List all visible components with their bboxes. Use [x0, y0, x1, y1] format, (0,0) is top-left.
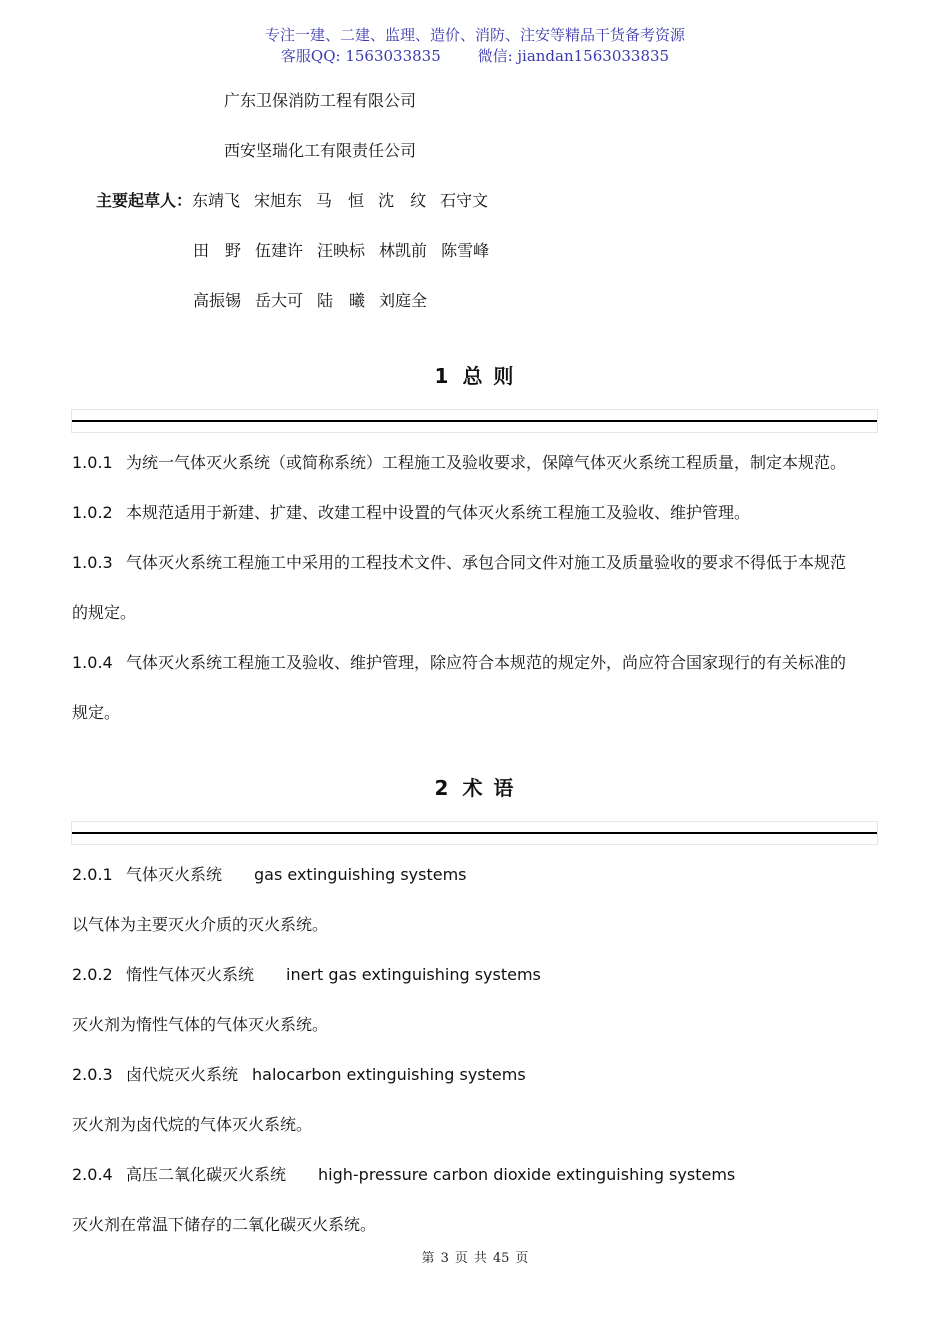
term-en: halocarbon extinguishing systems	[252, 1065, 526, 1084]
term-2-0-3-definition: 灭火剂为卤代烷的气体灭火系统。	[72, 1115, 313, 1134]
clause-text: 本规范适用于新建、扩建、改建工程中设置的气体灭火系统工程施工及验收、维护管理。	[126, 503, 751, 522]
drafter-name: 陆 曦	[317, 291, 366, 310]
drafter-name: 刘庭全	[379, 291, 428, 310]
clause-1-0-1	[72, 450, 846, 473]
footer-text: 页	[515, 1251, 529, 1266]
service-qq: 客服QQ: 1563033835	[280, 47, 441, 65]
clause-text: 为统一气体灭火系统（或简称系统）工程施工及验收要求，保障气体灭火系统工程质量，制定本规范。	[126, 453, 847, 472]
drafter-name: 东靖飞	[192, 191, 241, 210]
term-number: 2.0.3	[72, 1065, 113, 1084]
term-number: 2.0.1	[72, 865, 113, 884]
section-rule	[71, 409, 878, 433]
term-2-0-1	[72, 862, 467, 885]
chapter-1-heading	[0, 360, 950, 389]
term-en: gas extinguishing systems	[254, 865, 467, 884]
term-number: 2.0.4	[72, 1165, 113, 1184]
term-cn: 气体灭火系统	[126, 865, 223, 884]
clause-number: 1.0.2	[72, 503, 113, 522]
drafter-name: 汪映标	[317, 241, 366, 260]
clause-text: 气体灭火系统工程施工中采用的工程技术文件、承包合同文件对施工及质量验收的要求不得低于本规范	[126, 553, 847, 572]
term-2-0-2	[72, 962, 541, 985]
drafter-name: 马 恒	[316, 191, 365, 210]
company-2: 西安坚瑞化工有限责任公司	[224, 141, 417, 160]
term-2-0-4	[72, 1162, 735, 1185]
term-cn: 卤代烷灭火系统	[126, 1065, 239, 1084]
term-2-0-1-definition: 以气体为主要灭火介质的灭火系统。	[72, 915, 329, 934]
chapter-number: 1	[434, 364, 451, 388]
clause-1-0-2	[72, 500, 750, 523]
page-number: 3	[440, 1251, 449, 1266]
contact-header-line	[0, 45, 950, 66]
term-en: inert gas extinguishing systems	[286, 965, 541, 984]
drafters-row-1	[96, 188, 502, 211]
drafter-name: 石守文	[440, 191, 489, 210]
drafter-name: 田 野	[193, 241, 242, 260]
drafter-name: 宋旭东	[254, 191, 303, 210]
footer-text: 共	[473, 1251, 487, 1266]
drafters-row-2	[193, 238, 503, 261]
drafter-name: 高振锡	[193, 291, 242, 310]
promo-header-line: 专注一建、二建、监理、造价、消防、注安等精品干货备考资源	[264, 26, 685, 44]
section-rule	[71, 821, 878, 845]
chapter-number: 2	[434, 776, 451, 800]
drafters-row-3	[193, 288, 441, 311]
clause-1-0-4	[72, 650, 846, 673]
drafter-name: 岳大可	[255, 291, 304, 310]
term-number: 2.0.2	[72, 965, 113, 984]
footer-text: 页	[454, 1251, 468, 1266]
clause-1-0-3-cont: 的规定。	[72, 603, 137, 622]
drafter-name: 沈 纹	[378, 191, 427, 210]
page-footer	[0, 1247, 950, 1266]
clause-text: 气体灭火系统工程施工及验收、维护管理，除应符合本规范的规定外，尚应符合国家现行的有关标准的	[126, 653, 847, 672]
term-2-0-2-definition: 灭火剂为惰性气体的气体灭火系统。	[72, 1015, 329, 1034]
drafter-name: 陈雪峰	[441, 241, 490, 260]
drafters-label: 主要起草人：	[96, 191, 193, 210]
wechat-id: 微信: jiandan1563033835	[477, 47, 670, 65]
term-cn: 高压二氧化碳灭火系统	[126, 1165, 287, 1184]
clause-number: 1.0.4	[72, 653, 113, 672]
term-en: high-pressure carbon dioxide extinguishing systems	[318, 1165, 736, 1184]
total-pages: 45	[492, 1251, 510, 1266]
term-2-0-3	[72, 1062, 526, 1085]
clause-1-0-4-cont: 规定。	[72, 703, 121, 722]
term-cn: 惰性气体灭火系统	[126, 965, 255, 984]
footer-text: 第	[421, 1251, 435, 1266]
drafter-name: 林凯前	[379, 241, 428, 260]
chapter-title: 总 则	[462, 364, 516, 388]
chapter-title: 术 语	[462, 776, 516, 800]
clause-number: 1.0.3	[72, 553, 113, 572]
company-1: 广东卫保消防工程有限公司	[224, 91, 417, 110]
clause-number: 1.0.1	[72, 453, 113, 472]
clause-1-0-3	[72, 550, 846, 573]
drafter-name: 伍建许	[255, 241, 304, 260]
chapter-2-heading	[0, 772, 950, 801]
term-2-0-4-definition: 灭火剂在常温下储存的二氧化碳灭火系统。	[72, 1215, 377, 1234]
